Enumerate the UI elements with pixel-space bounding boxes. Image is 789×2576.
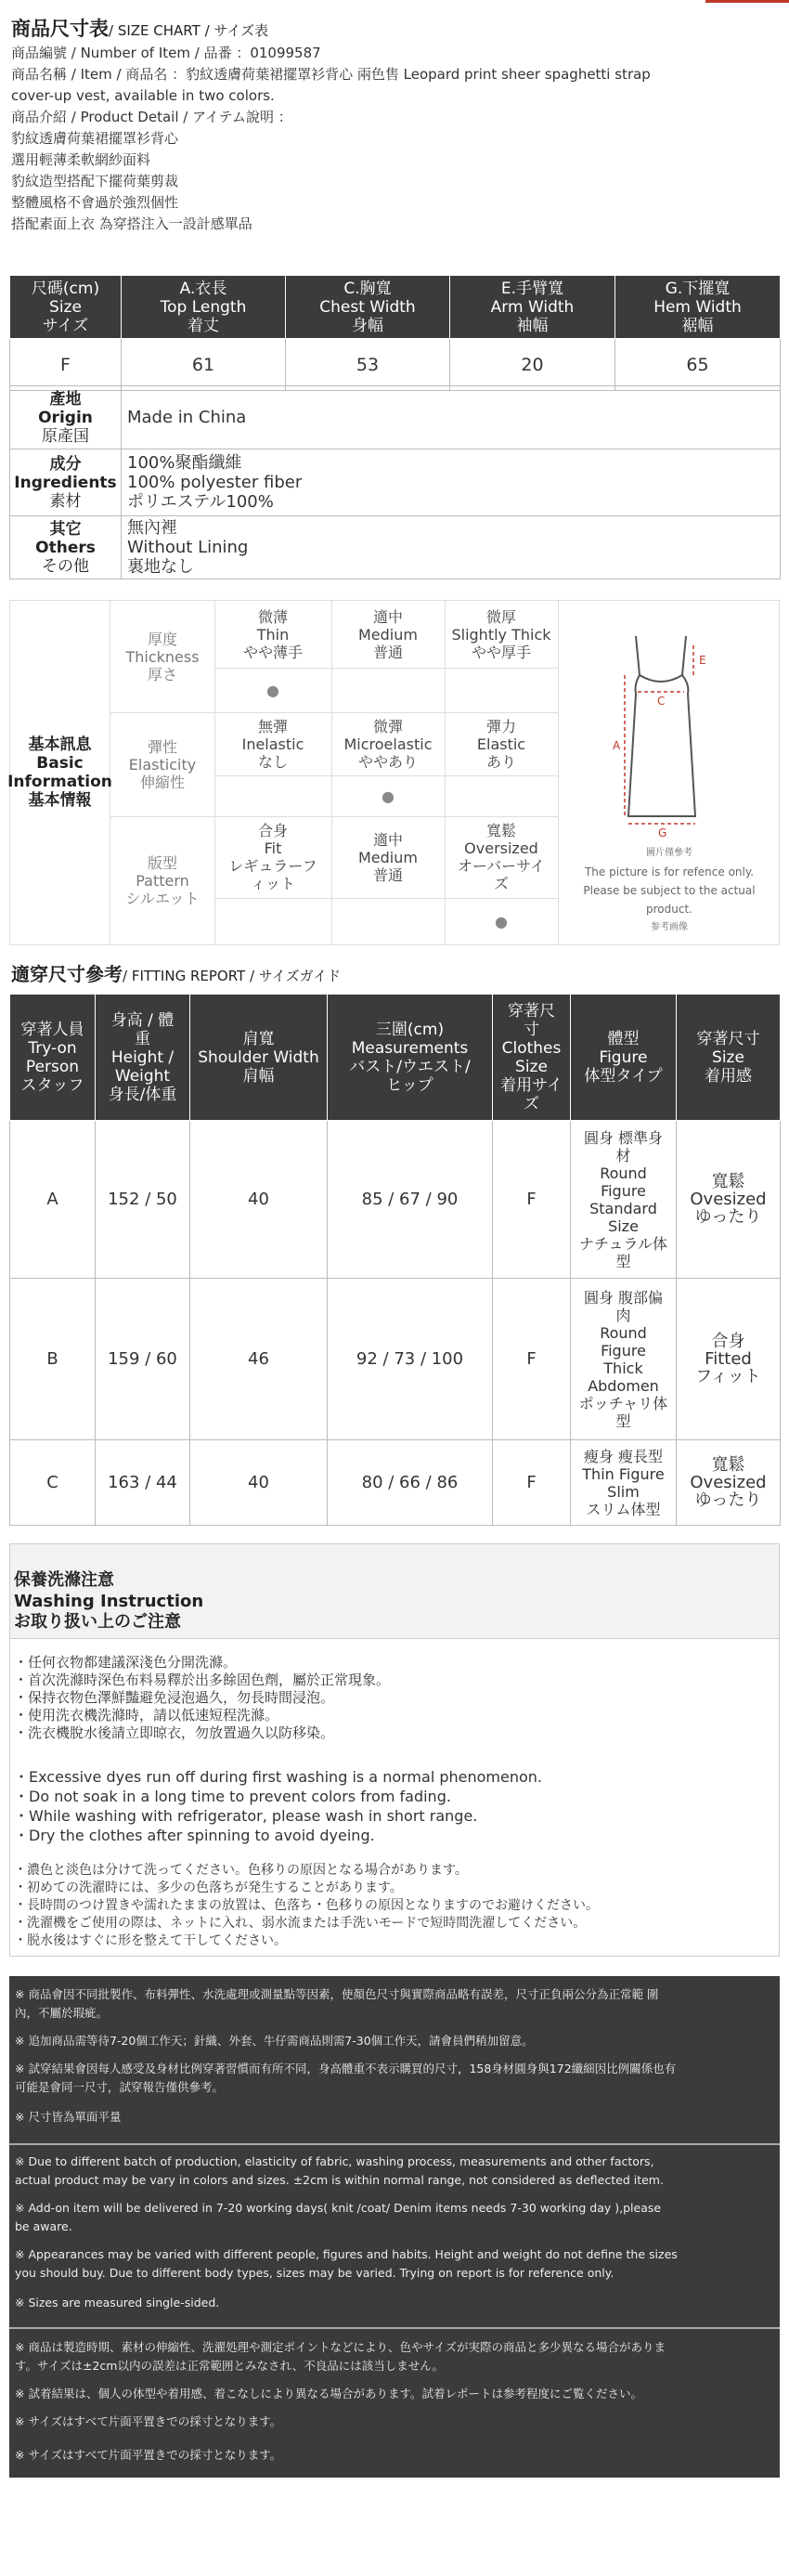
height-weight-cell: 159 / 60 (96, 1279, 190, 1440)
measurements-cell: 80 / 66 / 86 (328, 1440, 493, 1526)
top-accent-bar (705, 0, 789, 3)
figure-header: 體型 Figure 体型タイプ (571, 995, 677, 1121)
chest-width-header: C.胸寬 Chest Width 身幅 (286, 276, 450, 339)
info-line: 豹紋透膚荷葉裙擺罩衫背心 (11, 130, 179, 147)
notes-en: ※ Due to different batch of production, elasticity of fabric, washing process, measurements and other factors, actual product may be vary in colors and sizes. ±2cm is within normal range, not considered as deflected item. ※ Add-on item will be delivered in 7-20 working days( knit /coat/ Denim items needs 7-30 working day ),please be aware. ※ Appearances may be varied with different people, figures and habits. Height and weight do not define the sizes you should buy. Due to different body types, sizes may be varied. Trying on report is for reference only. ※ Sizes are measured single-sided. (9, 2145, 780, 2327)
height-weight-header: 身高 / 體 重 Height / Weight 身長/体重 (96, 995, 190, 1121)
feel-header: 穿著尺寸 Size 着用感 (677, 995, 781, 1121)
pattern-fit-option: 合身 Fit レギュラーフ ィット (228, 822, 317, 892)
others-value: 無內裡 Without Lining 裏地なし (122, 516, 781, 579)
others-label: 其它 Others その他 (10, 516, 122, 579)
info-line: 商品名稱 / Item / 商品名 ：豹紋透膚荷葉裙擺罩衫背心 兩色售 Leopard print sheer spaghetti strap (11, 66, 651, 83)
product-info (11, 43, 778, 235)
table-row (10, 449, 781, 516)
fitting-report-title: 適穿尺寸參考/ FITTING REPORT / サイズガイド (11, 963, 342, 985)
shoulder-cell: 46 (190, 1279, 328, 1440)
info-line: 豹紋造型搭配下擺荷葉剪裁 (11, 173, 179, 189)
size-value: F (10, 339, 122, 391)
label-a: A (613, 739, 621, 752)
pattern-oversized-option: 寬鬆 Oversized オーバーサイ ズ (457, 822, 546, 892)
size-cell: F (493, 1279, 571, 1440)
info-line: 整體風格不會過於強烈個性 (11, 194, 179, 211)
info-line: cover-up vest, available in two colors. (11, 87, 275, 104)
size-chart-title: 商品尺寸表/ SIZE CHART / サイズ表 (11, 18, 269, 40)
thickness-thick-option: 微厚 Slightly Thick やや厚手 (451, 607, 551, 661)
figure-cell: 瘦身 瘦長型 Thin Figure Slim スリム体型 (571, 1440, 677, 1526)
feel-cell: 寬鬆 Ovesized ゆったり (677, 1121, 781, 1279)
table-row (10, 1121, 781, 1279)
elasticity-label: 彈性 Elasticity 伸縮性 (128, 737, 197, 791)
top-length-header: A.衣長 Top Length 着丈 (122, 276, 286, 339)
info-line: 商品編號 / Number of Item / 品番 ：01099587 (11, 45, 321, 61)
table-row (10, 516, 781, 579)
thickness-thin-option: 微薄 Thin やや薄手 (242, 607, 303, 661)
arm-width-value: 20 (450, 339, 615, 391)
size-cell: F (493, 1440, 571, 1526)
measurements-header: 三圍(cm) Measurements バスト/ウエスト/ ヒップ (328, 995, 493, 1121)
size-cell: F (493, 1121, 571, 1279)
label-c: C (657, 695, 666, 708)
ingredients-value: 100%聚酯纖維 100% polyester fiber ポリエステル100% (122, 449, 781, 516)
table-row (10, 1279, 781, 1440)
elasticity-elastic-option: 彈力 Elastic あり (476, 717, 526, 771)
origin-label: 產地 Origin 原產国 (10, 386, 122, 449)
pattern-label: 版型 Pattern シルエット (125, 853, 200, 907)
pattern-selected-dot: ● (495, 912, 508, 930)
basic-info-grid (110, 601, 558, 944)
washing-ja-list: ・濃色と淡色は分けて洗ってください。色移りの原因となる場合があります。 ・初めての洗濯時には、多少の色落ちが発生することがあります。 ・長時間のつけ置きや濡れたままの放置は、色落ち・色移りの原因となりますのでお避けください。 ・洗濯機をご使用の際は、ネットに入れ、弱水流または手洗いモードで短時間洗濯してください。 ・脱水後はすぐに形を整えて干してください。 (14, 1863, 599, 1948)
person-cell: C (10, 1440, 96, 1526)
elasticity-inelastic-option: 無彈 Inelastic なし (241, 717, 304, 771)
origin-value: Made in China (122, 386, 781, 449)
elasticity-micro-option: 微彈 Microelastic ややあり (343, 717, 433, 771)
table-row (10, 1440, 781, 1526)
measurements-cell: 85 / 67 / 90 (328, 1121, 493, 1279)
shoulder-cell: 40 (190, 1121, 328, 1279)
washing-instructions (9, 1543, 780, 1957)
figure-cell: 圓身 腹部偏 肉 Round Figure Thick Abdomen ポッチャリ体 型 (571, 1279, 677, 1440)
fitting-table (9, 994, 781, 1526)
shoulder-header: 肩寬 Shoulder Width 肩幅 (190, 995, 328, 1121)
feel-cell: 寬鬆 Ovesized ゆったり (677, 1440, 781, 1526)
thickness-label: 厚度 Thickness 厚さ (125, 630, 200, 683)
thickness-medium-option: 適中 Medium 普通 (358, 607, 418, 661)
person-cell: A (10, 1121, 96, 1279)
notes-zh: ※ 商品會因不同批製作、布料彈性、水洗處理或測量點等因素，使顏色尺寸與實際商品略有誤差，尺寸正負兩公分為正常範 圍 內，不屬於瑕疵。 ※ 追加商品需等待7-20個工作天；針織、外套、牛仔需商品則需7-30個工作天，請會員們稍加留意。 ※ 試穿結果會因每人感受及身材比例穿著習慣而有所不同，身高體重不表示購買的尺寸，158身材圓身與172纖細因比例關係也有 可能是會同一尺寸，試穿報告僅供參考。 ※ 尺寸皆為單面平量 (9, 1976, 780, 2143)
size-chart-table (9, 275, 781, 391)
figure-cell: 圓身 標準身 材 Round Figure Standard Size ナチュラル体 型 (571, 1121, 677, 1279)
basic-info-panel (9, 600, 780, 945)
measurements-cell: 92 / 73 / 100 (328, 1279, 493, 1440)
chest-width-value: 53 (286, 339, 450, 391)
notes-ja: ※ 商品は製造時期、素材の伸縮性、洗濯処理や測定ポイントなどにより、色やサイズが実際の商品と多少異なる場合がありま す。サイズは±2cm以内の誤差は正常範囲とみなされ、不良品には該当しません。 ※ 試着結果は、個人の体型や着用感、着こなしにより異なる場合があります。試着レポートは参考程度にご覧ください。 ※ サイズはすべて片面平置きでの採寸となります。 ※ サイズはすべて片面平置きでの採寸となります。 (9, 2329, 780, 2478)
table-row (10, 339, 781, 391)
hem-width-value: 65 (615, 339, 781, 391)
washing-heading: 保養洗滌注意 Washing Instruction お取り扱い上のご注意 (10, 1544, 779, 1639)
height-weight-cell: 152 / 50 (96, 1121, 190, 1279)
basic-info-heading: 基本訊息 Basic Information 基本情報 (10, 601, 110, 944)
size-header: 尺碼(cm) Size サイズ (10, 276, 122, 339)
top-length-value: 61 (122, 339, 286, 391)
ingredients-label: 成分 Ingredients 素材 (10, 449, 122, 516)
camisole-diagram-icon (560, 601, 779, 842)
info-line: 選用輕薄柔軟網紗面料 (11, 151, 151, 168)
details-table (9, 385, 781, 579)
label-e: E (699, 654, 706, 667)
person-cell: B (10, 1279, 96, 1440)
table-row (10, 386, 781, 449)
person-header: 穿著人員 Try-on Person スタッフ (10, 995, 96, 1121)
info-line: 搭配素面上衣 為穿搭注入一設計感單品 (11, 215, 252, 232)
hem-width-header: G.下擺寬 Hem Width 裾幅 (615, 276, 781, 339)
elasticity-selected-dot: ● (382, 787, 394, 805)
figure-note: 圖片僅參考 The picture is for refence only. Please be subject to the actual product. 参考画像 (583, 848, 756, 932)
thickness-selected-dot: ● (266, 681, 279, 699)
washing-en-list: ・Excessive dyes run off during first washing is a normal phenomenon. ・Do not soak in a long time to prevent colors from fading. ・While washing with refrigerator, please wash in short range. ・Dry the clothes after spinning to avoid dyeing. (14, 1768, 542, 1844)
clothes-size-header: 穿著尺 寸 Clothes Size 着用サイ ズ (493, 995, 571, 1121)
feel-cell: 合身 Fitted フィット (677, 1279, 781, 1440)
garment-figure (560, 601, 779, 944)
pattern-medium-option: 適中 Medium 普通 (358, 830, 418, 884)
washing-zh-list: ・任何衣物都建議深淺色分開洗滌。 ・首次洗滌時深色布料易釋於出多餘固色劑，屬於正常現象。 ・保持衣物色澤鮮豔避免浸泡過久，勿長時間浸泡。 ・使用洗衣機洗滌時，請以低速短程洗滌。 ・洗衣機脫水後請立即晾衣，勿放置過久以防移染。 (14, 1654, 391, 1741)
height-weight-cell: 163 / 44 (96, 1440, 190, 1526)
info-line: 商品介紹 / Product Detail / アイテム說明 ： (11, 109, 292, 125)
shoulder-cell: 40 (190, 1440, 328, 1526)
arm-width-header: E.手臂寬 Arm Width 袖幅 (450, 276, 615, 339)
label-g: G (658, 826, 667, 839)
